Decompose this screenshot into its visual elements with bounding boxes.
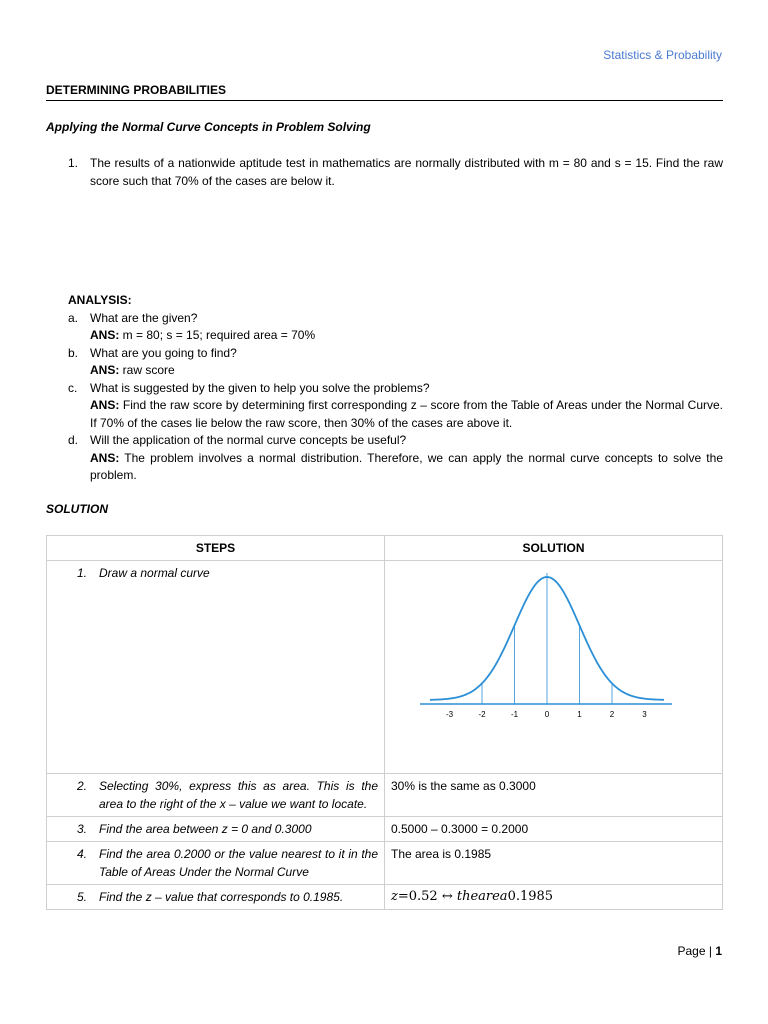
ans-label: ANS:	[90, 328, 120, 342]
step-text: Find the z – value that corresponds to 0.1985.	[99, 890, 344, 904]
table-row	[47, 842, 723, 885]
step-number: 2.	[77, 779, 88, 793]
tick-label: -3	[445, 710, 454, 719]
math-value: 0.1985	[507, 889, 554, 904]
analysis-letter: c.	[68, 380, 78, 395]
ans-label: ANS:	[90, 398, 120, 412]
header-subject: Statistics & Probability	[603, 48, 722, 62]
analysis-answer	[90, 362, 723, 380]
analysis-question: What are you going to find?	[90, 345, 237, 360]
step-number: 5.	[77, 890, 88, 904]
table-row	[47, 817, 723, 842]
page-number: 1	[715, 944, 722, 958]
analysis-heading: ANALYSIS:	[68, 293, 132, 307]
analysis-item	[68, 432, 723, 485]
ans-text: The problem involves a normal distribution. Therefore, we can apply the normal curve concepts to solve the problem.	[90, 450, 723, 482]
step-text: Find the area between z = 0 and 0.3000	[99, 822, 312, 836]
table-header-row	[47, 536, 723, 561]
step-text: Draw a normal curve	[99, 566, 210, 580]
math-z: z	[391, 889, 398, 904]
tick-label: 3	[642, 710, 647, 719]
normal-curve-cell	[385, 561, 723, 774]
problem-statement	[68, 154, 723, 190]
tick-label: 2	[609, 710, 615, 719]
analysis-item	[68, 310, 723, 345]
subtitle: Applying the Normal Curve Concepts in Problem Solving	[46, 120, 371, 134]
analysis-item	[68, 380, 723, 433]
step-cell	[47, 774, 385, 817]
analysis-answer	[90, 450, 723, 485]
tick-label: 1	[577, 710, 582, 719]
normal-curve-diagram	[385, 561, 721, 773]
solution-cell: 30% is the same as 0.3000	[385, 774, 723, 817]
step-number: 1.	[77, 566, 88, 580]
solution-cell: 0.5000 – 0.3000 = 0.2000	[385, 817, 723, 842]
step-cell	[47, 842, 385, 885]
ans-text: m = 80; s = 15; required area = 70%	[119, 328, 316, 342]
step-number: 3.	[77, 822, 88, 836]
header-steps: STEPS	[47, 536, 385, 561]
curve-group	[430, 573, 664, 719]
ans-label: ANS:	[90, 363, 120, 377]
table-row	[47, 774, 723, 817]
step-cell	[47, 561, 385, 774]
problem-number: 1.	[68, 156, 79, 170]
page-label: Page	[677, 944, 706, 958]
table-row	[47, 885, 723, 910]
ans-text: Find the raw score by determining first corresponding z – score from the Table of Areas under the Normal Curve. If 70% of the cases lie below the raw score, then 30% of the cases are above it.	[90, 398, 723, 430]
section-title: DETERMINING PROBABILITIES	[46, 83, 723, 101]
analysis-section	[68, 292, 723, 485]
step-text: Find the area 0.2000 or the value nearest to it in the Table of Areas Under the Normal Curve	[99, 847, 378, 879]
tick-label: -1	[510, 710, 519, 719]
step-number: 4.	[77, 847, 88, 861]
ans-text: raw score	[119, 363, 175, 377]
analysis-question: What is suggested by the given to help you solve the problems?	[90, 380, 430, 395]
analysis-question: What are the given?	[90, 310, 198, 325]
solution-cell: The area is 0.1985	[385, 842, 723, 885]
analysis-letter: a.	[68, 310, 79, 325]
solution-table	[46, 535, 723, 910]
analysis-answer	[90, 327, 723, 345]
tick-label: -2	[478, 710, 486, 719]
analysis-answer	[90, 397, 723, 432]
table-row	[47, 561, 723, 774]
header-solution: SOLUTION	[385, 536, 723, 561]
problem-text: The results of a nationwide aptitude test in mathematics are normally distributed with m = 80 and s = 15. Find the raw score such that 70% of the cases are below it.	[90, 156, 723, 188]
step-cell	[47, 885, 385, 910]
math-eq: =0.52 ↔	[397, 889, 457, 904]
step-text: Selecting 30%, express this as area. This is the area to the right of the x – value we want to locate.	[99, 779, 378, 811]
analysis-item	[68, 345, 723, 380]
ans-label: ANS:	[90, 450, 120, 465]
page-separator: |	[705, 944, 716, 958]
math-text: thearea	[456, 889, 508, 904]
analysis-letter: d.	[68, 433, 79, 447]
page-footer	[677, 944, 722, 958]
solution-title: SOLUTION	[46, 502, 108, 516]
tick-label: 0	[544, 710, 550, 719]
step-cell	[47, 817, 385, 842]
analysis-question: Will the application of the normal curve concepts be useful?	[90, 433, 407, 447]
analysis-letter: b.	[68, 345, 79, 360]
solution-cell-math	[385, 885, 723, 910]
